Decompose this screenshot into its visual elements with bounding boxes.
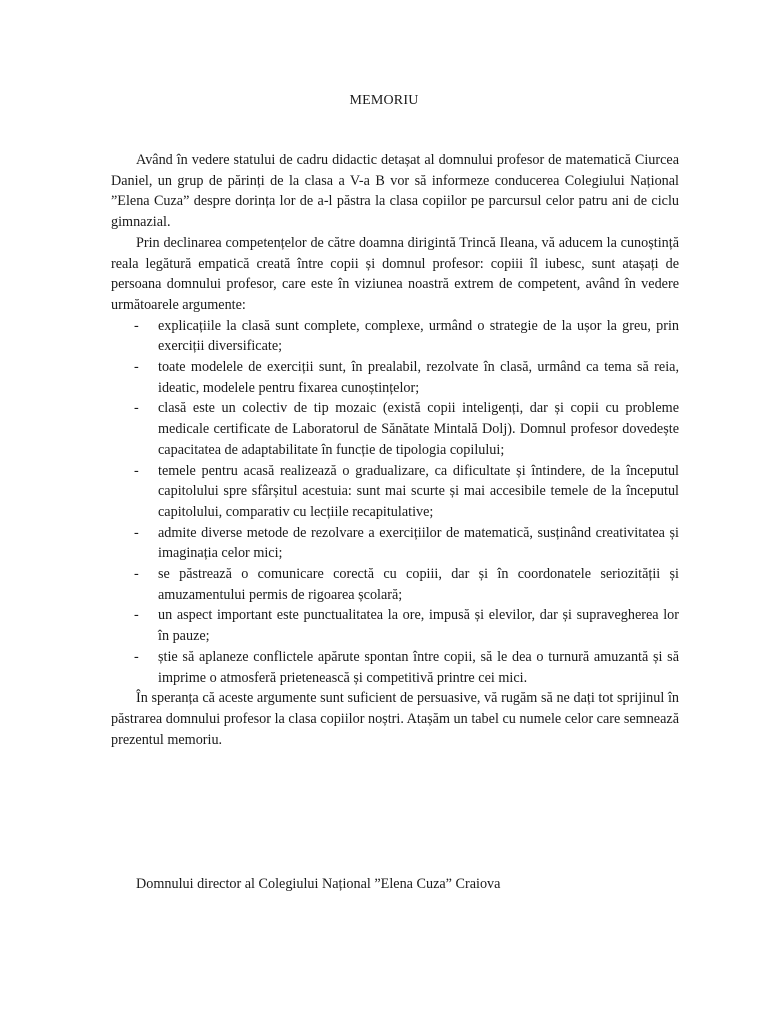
argument-text: explicațiile la clasă sunt complete, complexe, urmând o strategie de la ușor la greu, prin exerciții diversificate; <box>158 317 679 355</box>
argument-text: temele pentru acasă realizează o gradualizare, ca dificultate și întindere, de la începutul capitolului spre sfârșitul acestuia: sunt mai scurte și mai accesibile temele de la începutul capitolului, comparativ cu lecțiile recapitulative; <box>158 462 679 520</box>
list-dash: - <box>134 648 139 665</box>
intro-paragraph: Având în vedere statului de cadru didactic detașat al domnului profesor de matematică Ciurcea Daniel, un grup de părinți de la clasa a V-a B vor să informeze conducerea Colegiului Național ”Elena Cuza” despre dorința lor de a-l păstra la clasa copiilor pe parcursul celor patru ani de ciclu gimnazial. <box>111 152 679 231</box>
closing-paragraph: În speranța că aceste argumente sunt suficient de persuasive, vă rugăm să ne dați tot sprijinul în păstrarea domnului profesor la clasa copiilor noștri. Atașăm un tabel cu numele celor care semnează prezentul memoriu. <box>111 690 679 748</box>
list-dash: - <box>134 524 139 541</box>
arguments-list <box>111 316 679 689</box>
list-item <box>111 398 679 460</box>
list-item <box>111 357 679 398</box>
argument-text: un aspect important este punctualitatea la ore, impusă și elevilor, dar și supravegherea lor în pauze; <box>158 607 679 645</box>
addressee-line: Domnului director al Colegiului Național ”Elena Cuza” Craiova <box>136 876 501 892</box>
list-item <box>111 647 679 688</box>
list-dash: - <box>134 607 139 624</box>
list-dash: - <box>134 400 139 417</box>
list-dash: - <box>134 462 139 479</box>
argument-text: se păstrează o comunicare corectă cu copiii, dar și în coordonatele seriozității și amuzamentului permis de rigoarea școlară; <box>158 566 679 603</box>
competence-paragraph: Prin declinarea competențelor de către doamna dirigintă Trincă Ileana, vă aducem la cunoștință reala legătură empatică creată între copii și domnul profesor: copiii îl iubesc, sunt atașați de persoana domnului profesor, care este în viziunea noastră extrem de competent, având în vedere următoarele argumente: <box>111 234 679 313</box>
list-item <box>111 523 679 564</box>
argument-text: clasă este un colectiv de tip mozaic (există copii inteligenți, dar și copii cu probleme medicale certificate de Laboratorul de Sănătate Mintală Dolj). Domnul profesor dovedește capacitatea de adaptabilitate în funcție de tipologia copilului; <box>158 400 679 458</box>
list-dash: - <box>134 359 139 376</box>
document-body <box>111 150 679 750</box>
argument-text: toate modelele de exerciții sunt, în prealabil, rezolvate în clasă, urmând ca tema să reia, ideatic, modelele pentru fixarea cunoștințelor; <box>158 359 679 396</box>
list-item <box>111 605 679 646</box>
list-dash: - <box>134 317 139 334</box>
document-title: MEMORIU <box>349 93 419 108</box>
list-item <box>111 564 679 605</box>
list-item <box>111 461 679 523</box>
argument-text: știe să aplaneze conflictele apărute spontan între copii, să le dea o turnură amuzantă și să imprime o atmosferă prietenească și competitivă printre cei mici. <box>158 648 679 686</box>
list-dash: - <box>134 566 139 583</box>
argument-text: admite diverse metode de rezolvare a exercițiilor de matematică, susținând creativitatea și imaginația celor mici; <box>158 524 679 562</box>
list-item <box>111 316 679 357</box>
